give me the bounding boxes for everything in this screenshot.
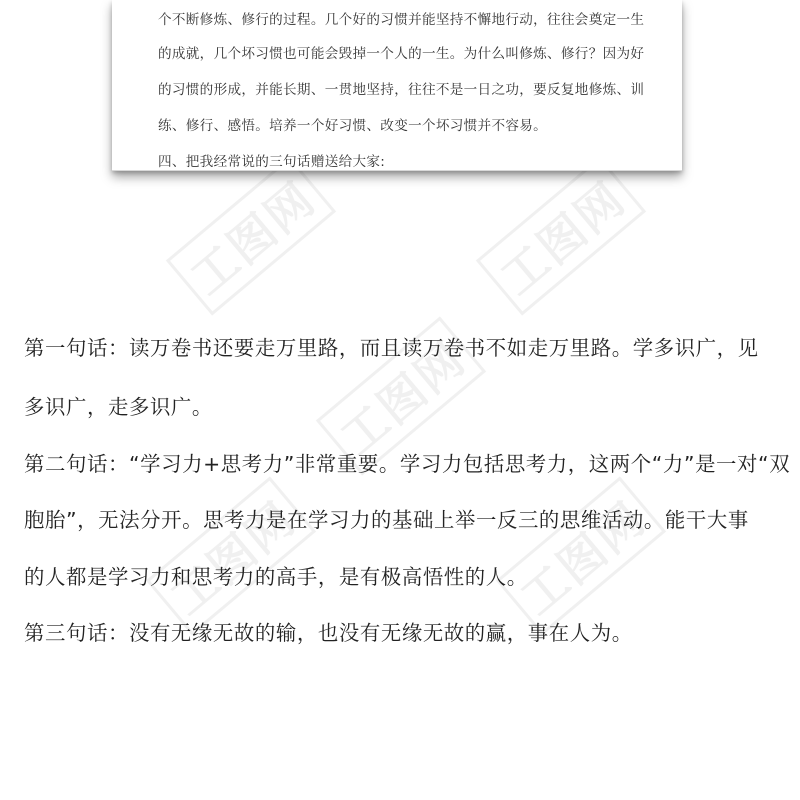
watermark-text: 工图网 xyxy=(146,476,316,635)
watermark xyxy=(146,476,316,635)
watermark-text: 工图网 xyxy=(496,476,666,635)
watermark-text: 工图网 xyxy=(316,316,486,475)
watermark xyxy=(476,156,646,315)
paragraph-line: 第一句话：读万卷书还要走万里路，而且读万卷书不如走万里路。学多识广，见 xyxy=(24,336,759,360)
paragraph-line: 的人都是学习力和思考力的高手，是有极高悟性的人。 xyxy=(24,565,528,589)
watermark-text: 工图网 xyxy=(476,156,646,315)
paragraph-line: 第三句话：没有无缘无故的输，也没有无缘无故的赢，事在人为。 xyxy=(24,621,633,645)
watermark xyxy=(496,476,666,635)
watermark-text: 工图网 xyxy=(166,156,336,315)
document-card xyxy=(112,0,682,171)
paragraph-line: 胞胎”，无法分开。思考力是在学习力的基础上举一反三的思维活动。能干大事 xyxy=(24,508,749,532)
watermark xyxy=(166,156,336,315)
paragraph-line: 第二句话：“学习力+思考力”非常重要。学习力包括思考力，这两个“力”是一对“双 xyxy=(24,452,791,476)
doc-line: 的习惯的形成，并能长期、一贯地坚持，往往不是一日之功，要反复地修炼、训 xyxy=(158,82,645,98)
doc-line: 个不断修炼、修行的过程。几个好的习惯并能坚持不懈地行动，往往会奠定一生 xyxy=(158,12,645,28)
doc-line: 四、把我经常说的三句话赠送给大家: xyxy=(158,154,386,170)
doc-line: 的成就，几个坏习惯也可能会毁掉一个人的一生。为什么叫修炼、修行？因为好 xyxy=(158,46,645,62)
paragraph-line: 多识广，走多识广。 xyxy=(24,395,213,419)
doc-line: 练、修行、感悟。培养一个好习惯、改变一个坏习惯并不容易。 xyxy=(158,118,548,134)
